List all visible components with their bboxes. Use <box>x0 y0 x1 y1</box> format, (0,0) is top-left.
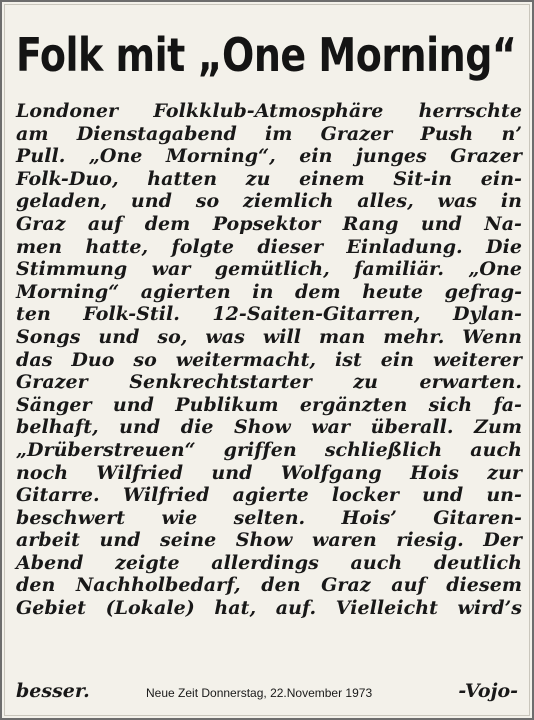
body-line: Sänger und Publikum ergänzten sich fa- <box>16 393 522 416</box>
body-line: Abend zeigte allerdings auch deutlich <box>16 551 522 574</box>
byline-row <box>16 678 522 706</box>
body-last-line: besser. <box>16 680 90 702</box>
body-line: beschwert wie selten. Hois’ Gitaren- <box>16 506 522 529</box>
body-line: ten Folk-Stil. 12-Saiten-Gitarren, Dylan- <box>16 303 522 326</box>
body-line: Londoner Folkklub-Atmosphäre herrschte <box>16 100 522 122</box>
body-line: Pull. „One Morning“, ein junges Grazer <box>16 145 522 168</box>
source-caption: Neue Zeit Donnerstag, 22.November 1973 <box>146 686 373 700</box>
article-headline: Folk mit „One Morning“ <box>16 28 517 82</box>
author-signature: -Vojo- <box>458 680 518 702</box>
body-line: noch Wilfried und Wolfgang Hois zur <box>16 461 522 484</box>
body-line: Morning“ agierten in dem heute gefrag- <box>16 280 522 303</box>
body-line: Gebiet (Lokale) hat, auf. Vielleicht wird’s <box>16 597 522 620</box>
body-line: am Dienstagabend im Grazer Push n’ <box>16 122 522 145</box>
body-line: Stimmung war gemütlich, familiär. „One <box>16 258 522 281</box>
body-line: Grazer Senkrechtstarter zu erwarten. <box>16 371 522 394</box>
body-line: das Duo so weitermacht, ist ein weiterer <box>16 348 522 371</box>
body-line: „Drüberstreuen“ griffen schließlich auch <box>16 438 522 461</box>
body-line: Gitarre. Wilfried agierte locker und un- <box>16 484 522 507</box>
body-line: geladen, und so ziemlich alles, was in <box>16 190 522 213</box>
body-line: arbeit und seine Show waren riesig. Der <box>16 529 522 552</box>
body-line: den Nachholbedarf, den Graz auf diesem <box>16 574 522 597</box>
body-line: Songs und so, was will man mehr. Wenn <box>16 325 522 348</box>
article-body <box>16 100 522 620</box>
body-line: Folk-Duo, hatten zu einem Sit-in ein- <box>16 167 522 190</box>
body-line: Graz auf dem Popsektor Rang und Na- <box>16 212 522 235</box>
body-line: men hatte, folgte dieser Einladung. Die <box>16 235 522 258</box>
body-line: belhaft, und die Show war überall. Zum <box>16 416 522 439</box>
